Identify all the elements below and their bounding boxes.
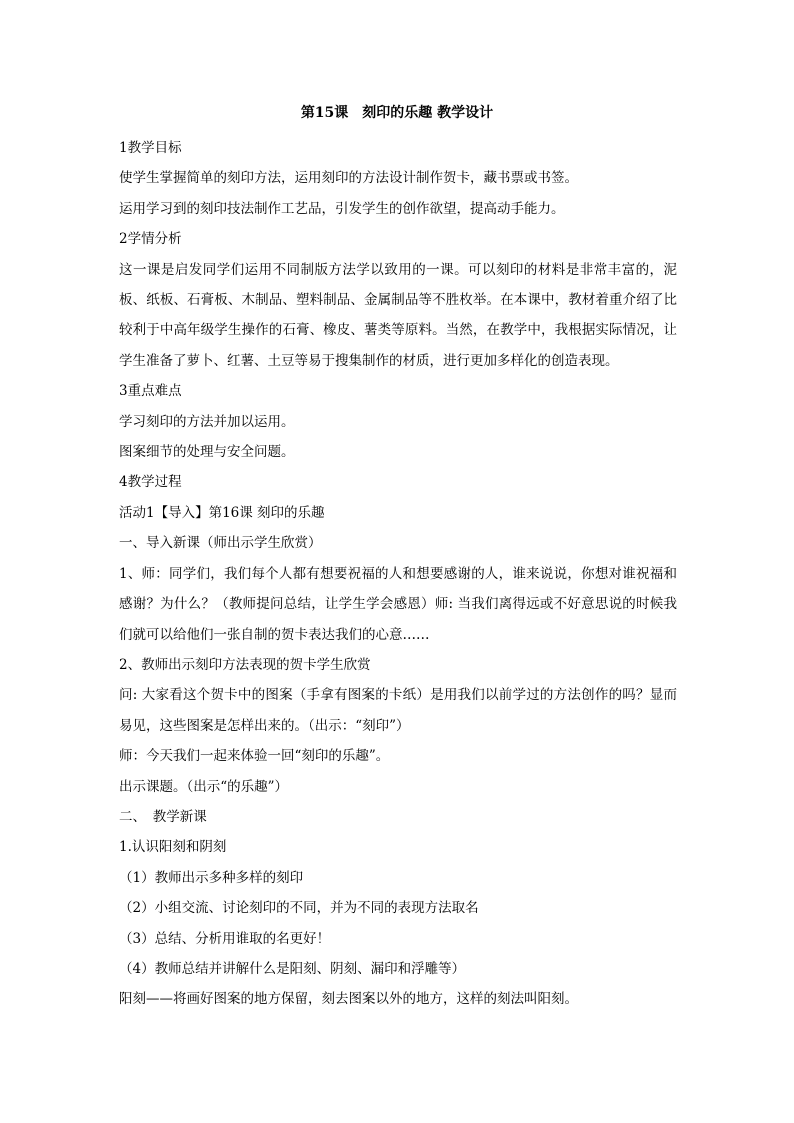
activity-heading: 活动1【导入】第16课 刻印的乐趣 (119, 504, 325, 521)
paragraph: 运用学习到的刻印技法制作工艺品，引发学生的创作欲望，提高动手能力。 (119, 200, 565, 217)
paragraph: 师：今天我们一起来体验一回“刻印的乐趣”。 (119, 748, 390, 765)
paragraph: 图案细节的处理与安全问题。 (119, 444, 295, 461)
paragraph: 2、教师出示刻印方法表现的贺卡学生欣赏 (119, 656, 371, 673)
paragraph: 一、导入新课（师出示学生欣赏） (119, 535, 322, 552)
document-body (119, 133, 677, 1015)
paragraph: 使学生掌握简单的刻印方法，运用刻印的方法设计制作贺卡，藏书票或书签。 (119, 170, 578, 187)
list-item: （4）教师总结并讲解什么是阳刻、阴刻、漏印和浮雕等） (119, 960, 466, 977)
paragraph: 二、 教学新课 (119, 808, 207, 825)
list-item: （1）教师出示多种多样的刻印 (119, 869, 304, 886)
section-heading-key-points: 3重点难点 (119, 383, 182, 400)
paragraph: 出示课题。（出示“的乐趣”） (119, 778, 289, 795)
page-title: 第15课 刻印的乐趣 教学设计 (300, 105, 494, 121)
paragraph: 1.认识阳刻和阴刻 (119, 839, 227, 856)
paragraph: 阳刻——将画好图案的地方保留，刻去图案以外的地方，这样的刻法叫阳刻。 (119, 991, 578, 1008)
list-item: （3）总结、分析用谁取的名更好！ (119, 930, 331, 947)
paragraph: 1、师：同学们，我们每个人都有想要祝福的人和想要感谢的人，谁来说说，你想对谁祝福和感谢？为什么？（教师提问总结，让学生学会感恩）师: 当我们离得远或不好意思说的时候我们就可以给他们一张自制的贺卡表达我们的心意…… (119, 565, 677, 643)
section-heading-process: 4教学过程 (119, 474, 182, 491)
section-heading-goals: 1教学目标 (119, 140, 182, 156)
section-heading-analysis: 2学情分析 (119, 231, 182, 248)
list-item: （2）小组交流、讨论刻印的不同，并为不同的表现方法取名 (119, 900, 479, 917)
paragraph: 学习刻印的方法并加以运用。 (119, 413, 295, 430)
paragraph: 这一课是启发同学们运用不同制版方法学以致用的一课。可以刻印的材料是非常丰富的，泥板、纸板、石膏板、木制品、塑料制品、金属制品等不胜枚举。在本课中，教材着重介绍了比较利于中高年级学生操作的石膏、橡皮、薯类等原料。当然，在教学中，我根据实际情况，让学生准备了萝卜、红薯、土豆等易于搜集制作的材质，进行更加多样化的创造表现。 (119, 261, 677, 369)
paragraph: 问: 大家看这个贺卡中的图案（手拿有图案的卡纸）是用我们以前学过的方法创作的吗？显而易见，这些图案是怎样出来的。（出示：“刻印”） (119, 687, 677, 734)
